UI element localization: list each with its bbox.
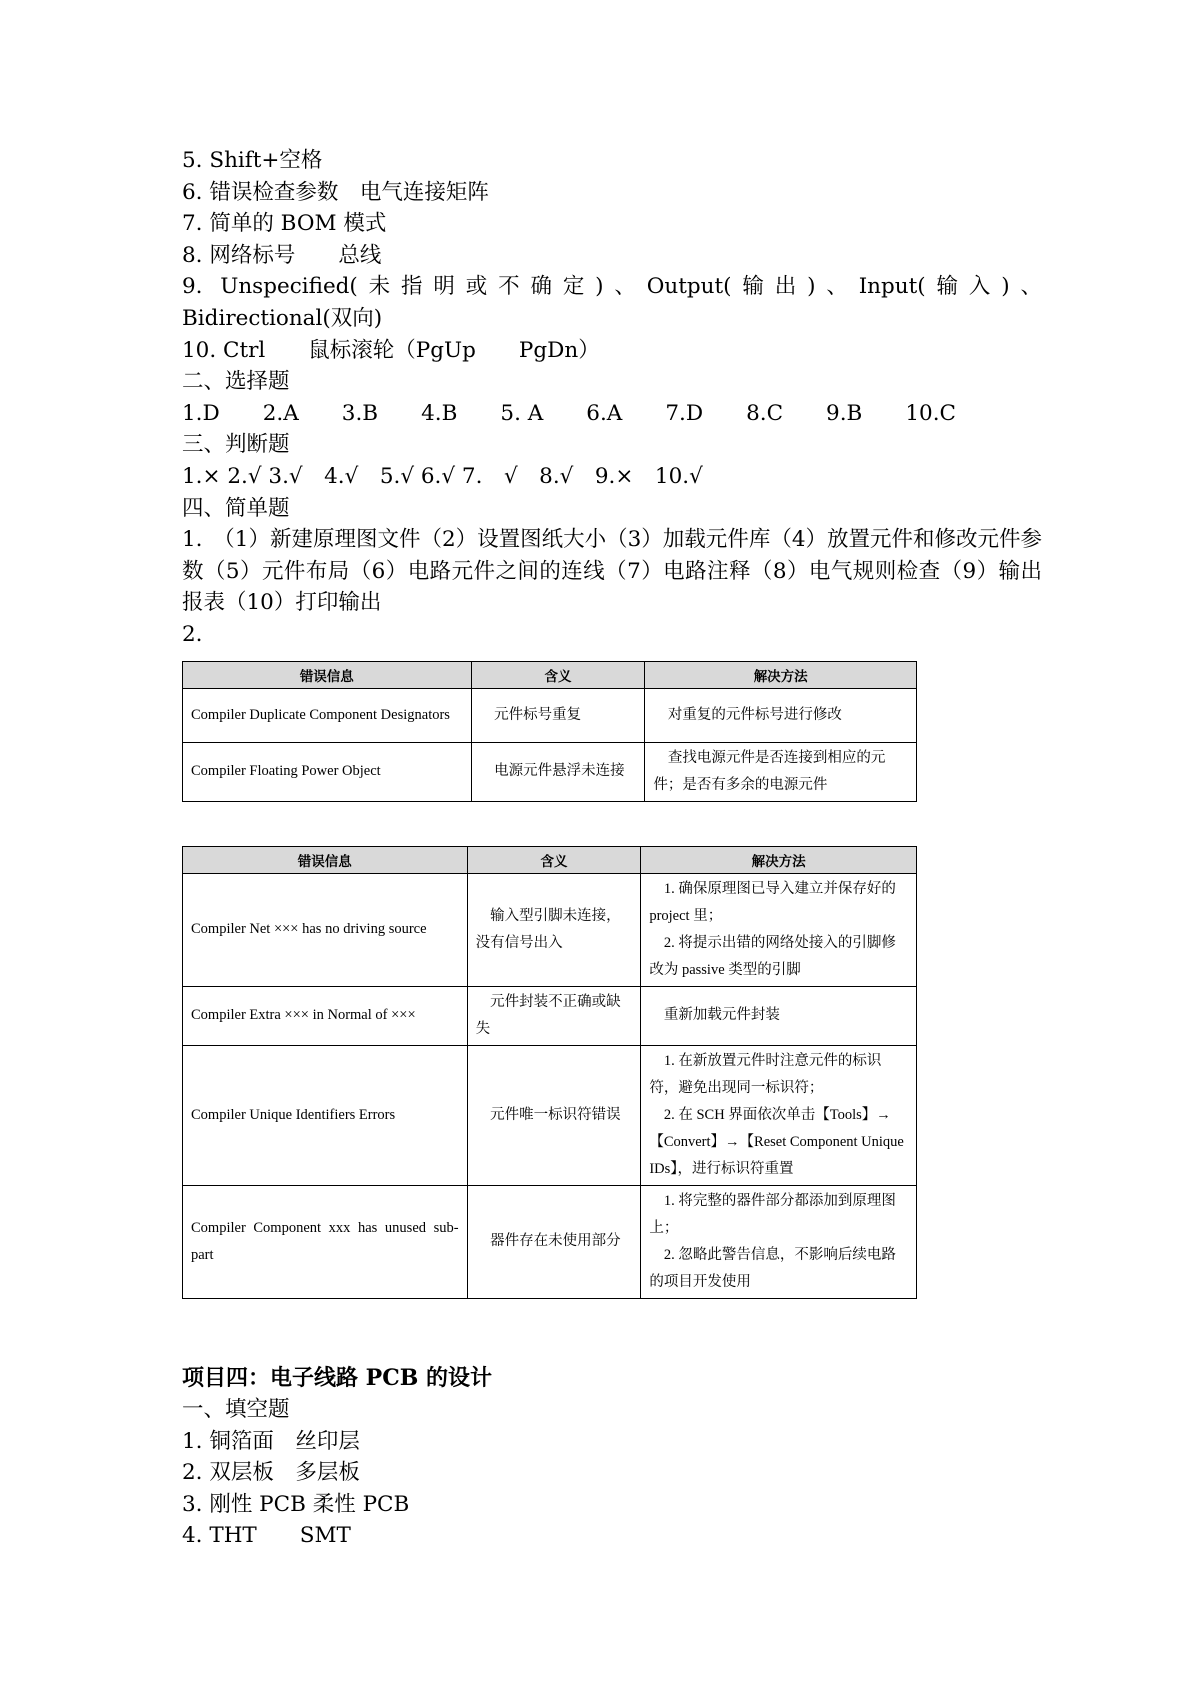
meaning-cell: 电源元件悬浮未连接 [471, 742, 645, 801]
header-error: 错误信息 [183, 846, 468, 873]
answer-line: 9. Unspecified(未指明或不确定)、Output(输出)、Input(输入)、 [182, 274, 1042, 300]
error-cell: Compiler Extra ××× in Normal of ××× [183, 986, 468, 1045]
solution-step: 2. 在 SCH 界面依次单击【Tools】→【Convert】→【Reset Component Unique IDs】，进行标识符重置 [649, 1106, 904, 1177]
error-cell: Compiler Unique Identifiers Errors [183, 1045, 468, 1185]
answer-line: 4. THT SMT [182, 1523, 351, 1549]
solution-cell [641, 873, 917, 986]
meaning-cell: 元件标号重复 [471, 688, 645, 742]
project-heading: 项目四：电子线路 PCB 的设计 [182, 1364, 492, 1391]
header-error: 错误信息 [183, 661, 472, 688]
answer-line: 5. Shift+空格 [182, 148, 323, 173]
answer-line: 8. 网络标号 总线 [182, 242, 382, 268]
table-row [183, 688, 917, 742]
answer-line: 10. Ctrl 鼠标滚轮（PgUp PgDn） [182, 337, 600, 363]
error-cell: Compiler Floating Power Object [183, 742, 472, 801]
error-table-2 [182, 846, 917, 1299]
table-row [183, 986, 917, 1045]
header-meaning: 含义 [467, 846, 641, 873]
answer-line: 3. 刚性 PCB 柔性 PCB [182, 1491, 410, 1517]
table-header-row [183, 661, 917, 688]
choice-answers: 1.D 2.A 3.B 4.B 5. A 6.A 7.D 8.C 9.B 10.C [182, 400, 957, 426]
solution-cell: 查找电源元件是否连接到相应的元件；是否有多余的电源元件 [645, 742, 917, 801]
answer-line: 2. 双层板 多层板 [182, 1460, 360, 1486]
judgement-answers: 1.× 2.√ 3.√ 4.√ 5.√ 6.√ 7. √ 8.√ 9.× 10.√ [182, 463, 703, 489]
solution-step: 1. 确保原理图已导入建立并保存好的 project 里； [649, 880, 896, 924]
solution-cell [641, 986, 917, 1045]
table-row [183, 873, 917, 986]
short-answer-q1: 1. （1）新建原理图文件（2）设置图纸大小（3）加载元件库（4）放置元件和修改元件参数（5）元件布局（6）电路元件之间的连线（7）电路注释（8）电气规则检查（9）输出报表（10）打印输出 [182, 527, 1042, 616]
solution-cell: 对重复的元件标号进行修改 [645, 688, 917, 742]
answer-line: 7. 简单的 BOM 模式 [182, 211, 387, 237]
header-solution: 解决方法 [645, 661, 917, 688]
section-title-judgement: 三、判断题 [182, 432, 290, 458]
error-cell: Compiler Duplicate Component Designators [183, 688, 472, 742]
solution-step: 1. 在新放置元件时注意元件的标识符，避免出现同一标识符； [649, 1052, 882, 1096]
table-header-row [183, 846, 917, 873]
meaning-cell: 元件封装不正确或缺失 [467, 986, 641, 1045]
error-cell: Compiler Component xxx has unused sub-part [183, 1185, 468, 1298]
solution-cell [641, 1045, 917, 1185]
answer-line: 6. 错误检查参数 电气连接矩阵 [182, 179, 489, 205]
solution-step: 2. 忽略此警告信息，不影响后续电路的项目开发使用 [649, 1246, 896, 1290]
solution-cell [641, 1185, 917, 1298]
solution-step: 2. 将提示出错的网络处接入的引脚修改为 passive 类型的引脚 [649, 934, 896, 978]
document-page [182, 145, 1042, 1552]
short-answer-q2: 2. [182, 621, 203, 647]
error-table-1 [182, 661, 917, 802]
meaning-cell: 输入型引脚未连接，没有信号出入 [467, 873, 641, 986]
table-row [183, 1185, 917, 1298]
header-meaning: 含义 [471, 661, 645, 688]
solution-step: 1. 将完整的器件部分都添加到原理图上； [649, 1192, 896, 1236]
solution-step: 重新加载元件封装 [663, 1007, 780, 1023]
section-title-short-answer: 四、简单题 [182, 495, 290, 521]
section-title-choice: 二、选择题 [182, 369, 290, 395]
meaning-cell: 器件存在未使用部分 [467, 1185, 641, 1298]
answer-line: 1. 铜箔面 丝印层 [182, 1428, 360, 1454]
table-row [183, 742, 917, 801]
answer-line: Bidirectional(双向) [182, 305, 383, 331]
header-solution: 解决方法 [641, 846, 917, 873]
meaning-cell: 元件唯一标识符错误 [467, 1045, 641, 1185]
section-title-fill-blank: 一、填空题 [182, 1397, 290, 1423]
error-cell: Compiler Net ××× has no driving source [183, 873, 468, 986]
table-row [183, 1045, 917, 1185]
